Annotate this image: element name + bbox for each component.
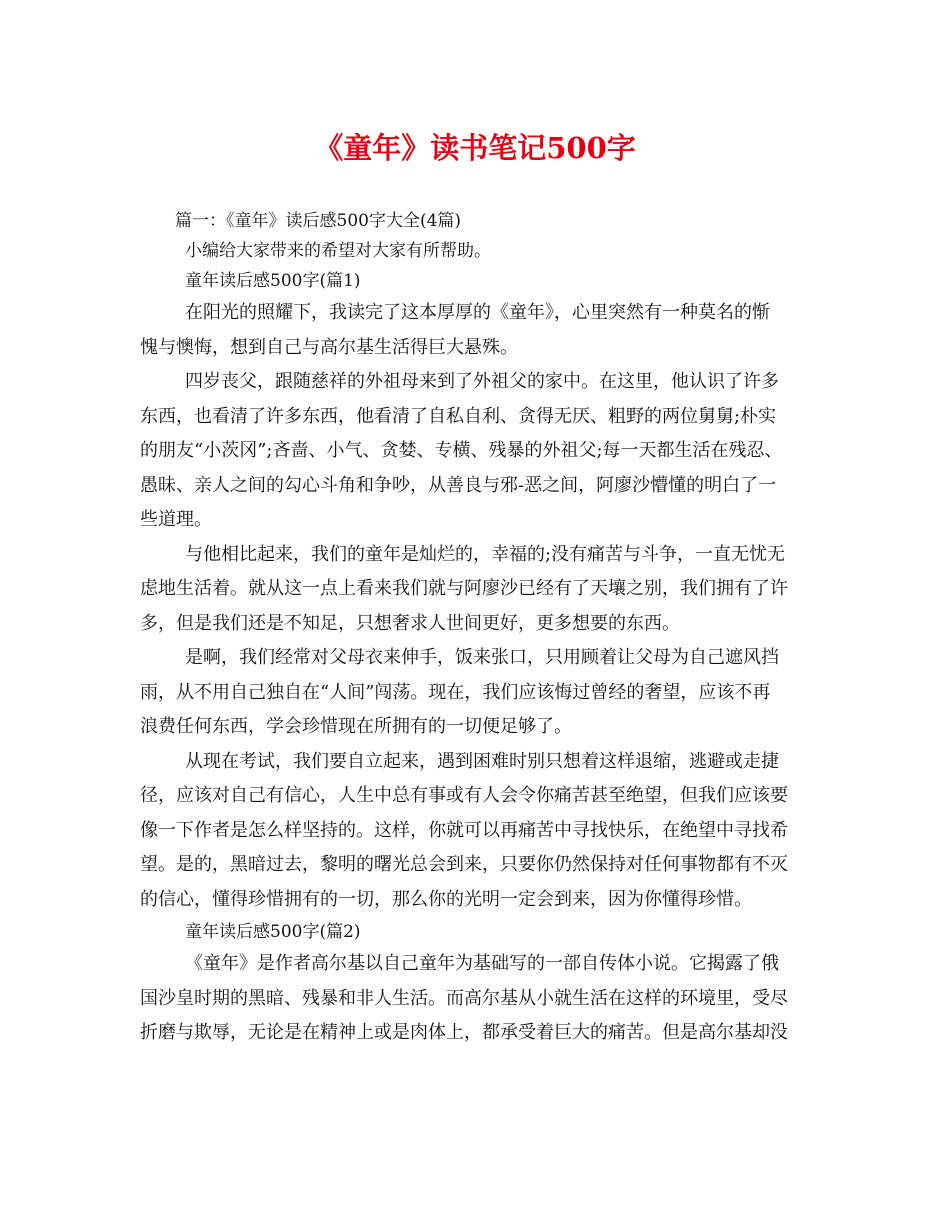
paragraph-line: 的朋友“小茨冈”;吝啬、小气、贪婪、专横、残暴的外祖父;每一天都生活在残忍、: [140, 440, 783, 461]
section-heading: 篇一：《童年》读后感500字大全(4篇): [175, 211, 462, 231]
part2-heading: 童年读后感500字(篇2): [185, 922, 361, 942]
document-body: [140, 206, 815, 1051]
document-title: 《童年》读书笔记500字: [314, 131, 636, 165]
paragraph-line: 径，应该对自己有信心，人生中总有事或有人会令你痛苦甚至绝望，但我们应该要: [140, 785, 788, 806]
paragraph-line: 四岁丧父，跟随慈祥的外祖母来到了外祖父的家中。在这里，他认识了许多: [185, 371, 779, 392]
paragraph-line: 些道理。: [140, 509, 212, 530]
intro-line: 小编给大家带来的希望对大家有所帮助。: [185, 241, 491, 261]
paragraph-line: 雨，从不用自己独自在“人间”闯荡。现在，我们应该悔过曾经的奢望，应该不再: [140, 681, 771, 703]
paragraph-line: 东西，也看清了许多东西，他看清了自私自利、贪得无厌、粗野的两位舅舅;朴实: [140, 405, 777, 427]
paragraph-line: 是啊，我们经常对父母衣来伸手，饭来张口，只用顾着让父母为自己遮风挡: [185, 647, 779, 668]
paragraph-5: [140, 745, 815, 918]
paragraph-1: [140, 296, 815, 365]
paragraph-line: 望。是的，黑暗过去，黎明的曙光总会到来，只要你仍然保持对任何事物都有不灭: [140, 854, 788, 875]
paragraph-line: 愧与懊悔，想到自己与高尔基生活得巨大悬殊。: [140, 336, 518, 358]
paragraph-6: [140, 947, 815, 1051]
paragraph-4: [140, 641, 815, 745]
paragraph-line: 愚昧、亲人之间的勾心斗角和争吵，从善良与邪-恶之间，阿廖沙懵懂的明白了一: [140, 474, 777, 496]
paragraph-line: 在阳光的照耀下，我读完了这本厚厚的《童年》，心里突然有一种莫名的惭: [185, 302, 770, 323]
paragraph-line: 国沙皇时期的黑暗、残暴和非人生活。而高尔基从小就生活在这样的环境里，受尽: [140, 987, 788, 1009]
part1-heading: 童年读后感500字(篇1): [185, 271, 361, 291]
paragraph-3: [140, 538, 815, 642]
paragraph-line: 与他相比起来，我们的童年是灿烂的，幸福的;没有痛苦与斗争，一直无忧无: [185, 543, 786, 565]
paragraph-2: [140, 365, 815, 538]
paragraph-line: 的信心，懂得珍惜拥有的一切，那么你的光明一定会到来，因为你懂得珍惜。: [140, 888, 752, 910]
paragraph-line: 折磨与欺辱，无论是在精神上或是肉体上，都承受着巨大的痛苦。但是高尔基却没: [140, 1022, 788, 1043]
paragraph-line: 像一下作者是怎么样坚持的。这样，你就可以再痛苦中寻找快乐，在绝望中寻找希: [140, 819, 788, 841]
paragraph-line: 从现在考试，我们要自立起来，遇到困难时别只想着这样退缩，逃避或走捷: [185, 750, 779, 772]
paragraph-line: 浪费任何东西，学会珍惜现在所拥有的一切便足够了。: [140, 716, 572, 737]
paragraph-line: 《童年》是作者高尔基以自己童年为基础写的一部自传体小说。它揭露了俄: [185, 953, 779, 974]
paragraph-line: 虑地生活着。就从这一点上看来我们就与阿廖沙已经有了天壤之别，我们拥有了许: [140, 578, 788, 599]
paragraph-line: 多，但是我们还是不知足，只想奢求人世间更好，更多想要的东西。: [140, 612, 680, 634]
